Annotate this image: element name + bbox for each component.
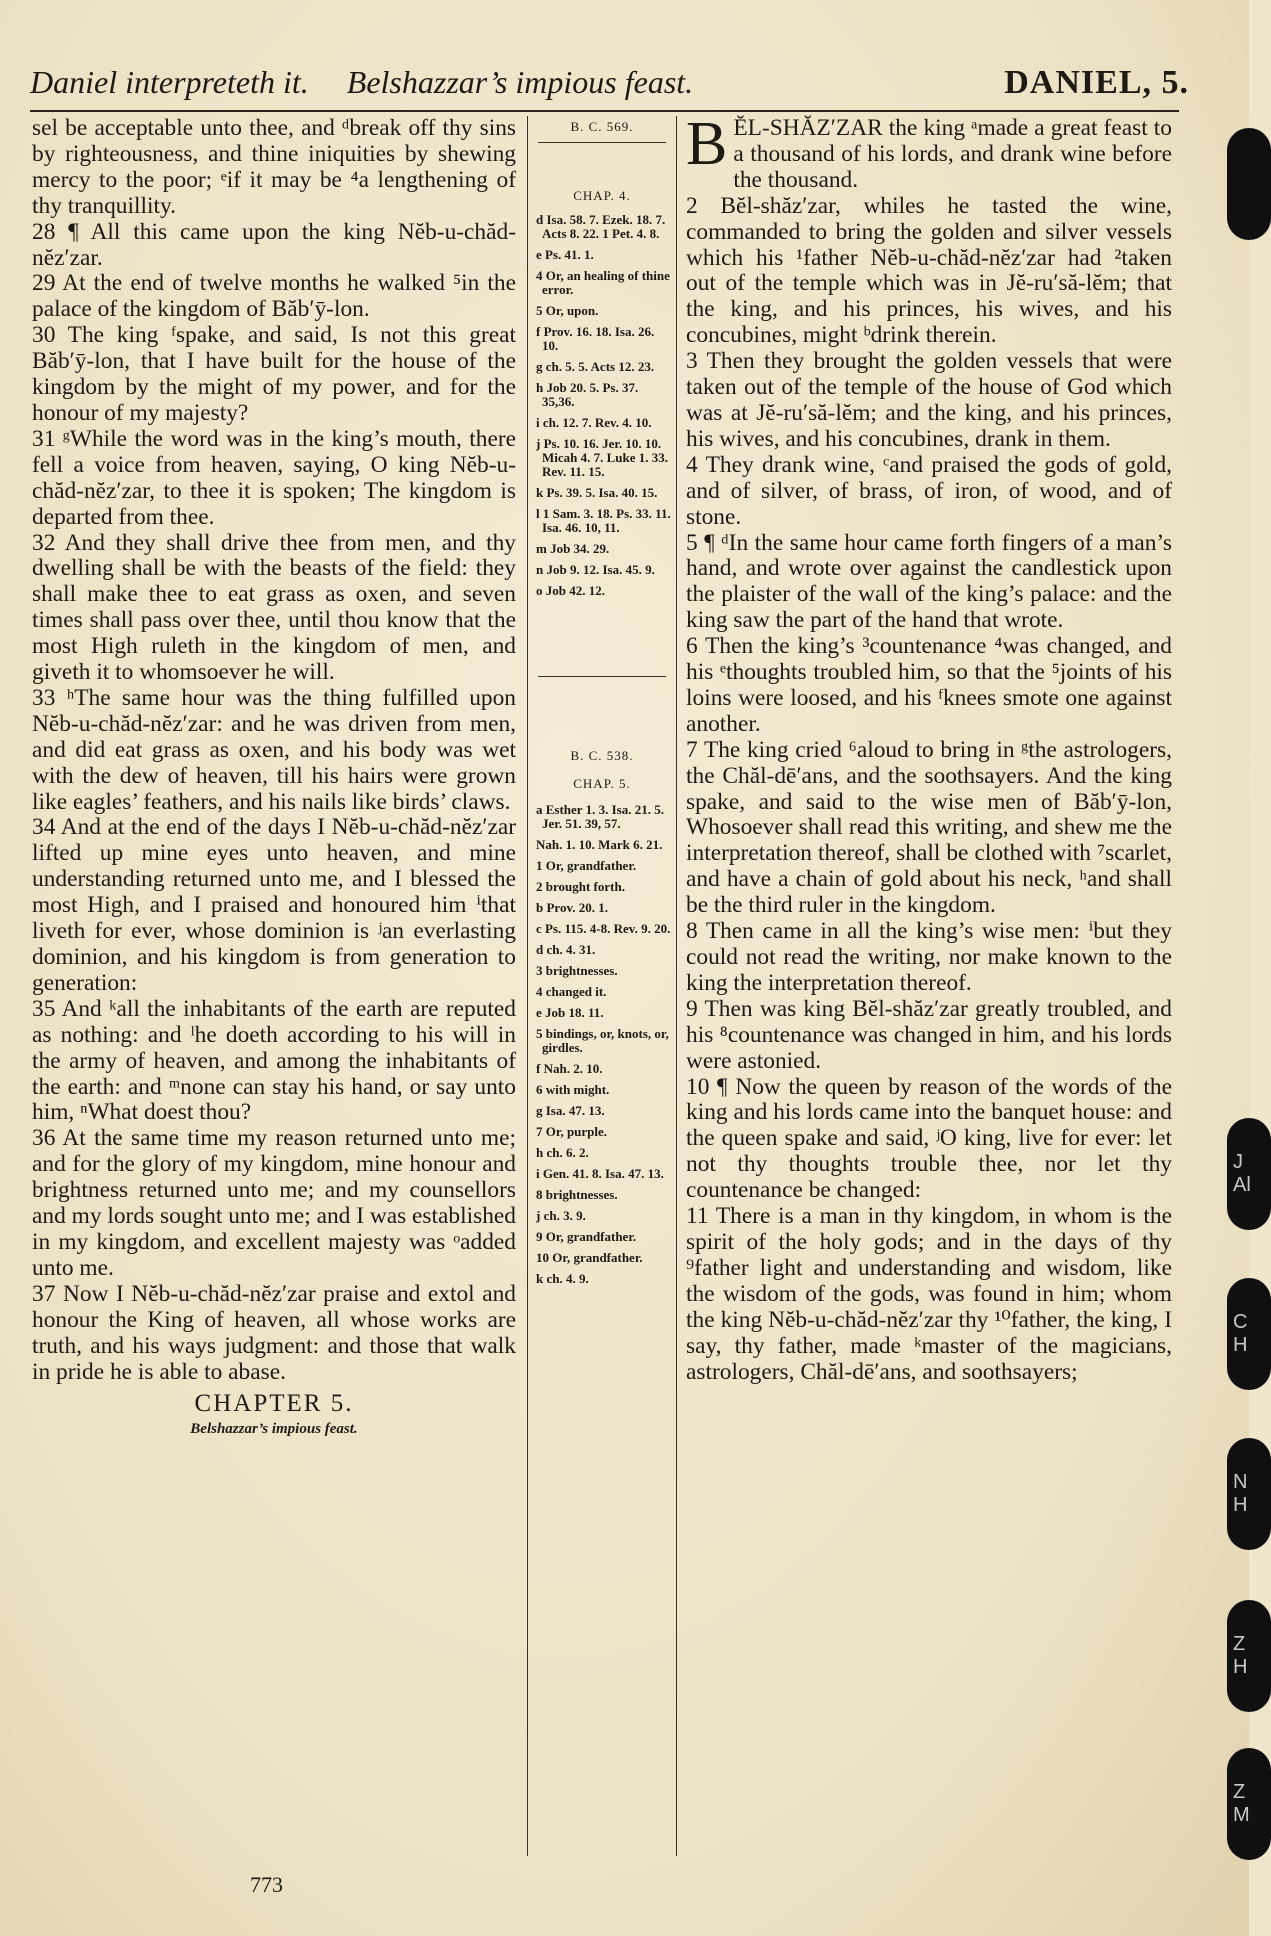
margin-reference: Nah. 1. 10. Mark 6. 21.	[536, 837, 663, 852]
margin-reference: f Prov. 16. 18. Isa. 26. 10.	[536, 324, 655, 353]
margin-reference: 1 Or, grandfather.	[536, 858, 637, 873]
thumb-index-tab[interactable]: Z H	[1227, 1600, 1271, 1712]
verse: 3 Then they brought the golden vessels that were taken out of the temple of the house of God which was at Jĕ-ru′să-lĕm; and the king, and his princes, his wives, and his concubines, drank in them.	[686, 348, 1172, 452]
drop-cap: B	[686, 110, 728, 178]
verse: 31 ᵍWhile the word was in the king’s mouth, there fell a voice from heaven, saying, O king Nĕb-u-chăd-nĕz′zar, to thee it is spoken; The kingdom is departed from thee.	[32, 425, 516, 530]
verse: 34 And at the end of the days I Nĕb-u-chăd-nĕz′zar lifted up mine eyes unto heaven, and mine understanding returned unto me, and I blessed the most High, and I praised and honoured him ⁱthat liveth for ever, whose dominion is ʲan everlasting dominion, and his kingdom is from generation to generation:	[32, 814, 516, 996]
margin-rule	[538, 676, 666, 677]
margin-date: B. C. 538.	[570, 748, 634, 763]
margin-reference: g ch. 5. 5. Acts 12. 23.	[536, 359, 655, 374]
margin-reference: e Job 18. 11.	[536, 1005, 604, 1020]
running-head-left: Daniel interpreteth it.	[30, 64, 309, 100]
verse: 29 At the end of twelve months he walked ⁵in the palace of the kingdom of Băb′ȳ-lon.	[32, 270, 516, 323]
thumb-index-tab[interactable]	[1227, 128, 1271, 240]
thumb-index-tab[interactable]: J Al	[1227, 1118, 1271, 1230]
running-head-center: Belshazzar’s impious feast.	[346, 64, 694, 100]
verse: 28 ¶ All this came upon the king Nĕb-u-chăd-nĕz′zar.	[32, 218, 516, 271]
margin-reference: 5 bindings, or, knots, or, girdles.	[536, 1026, 669, 1055]
verse: 2 Bĕl-shăz′zar, whiles he tasted the wine, commanded to bring the golden and silver vessels which his ¹father Nĕb-u-chăd-nĕz′zar had ²taken out of the temple which was in Jĕ-ru′să-lĕm; that the king, and his princes, his wives, and his concubines, might ᵇdrink therein.	[686, 192, 1172, 349]
margin-date: B. C. 569.	[570, 119, 634, 134]
margin-reference: c Ps. 115. 4-8. Rev. 9. 20.	[536, 921, 671, 936]
verse: 37 Now I Nĕb-u-chăd-nĕz′zar praise and extol and honour the King of heaven, all whose works are truth, and his ways judgment: and those that walk in pride he is able to abase.	[32, 1280, 516, 1385]
margin-reference: d ch. 4. 31.	[536, 942, 596, 957]
center-reference-column	[527, 116, 677, 1856]
page-number: 773	[250, 1872, 283, 1897]
margin-notes-chapter-4	[528, 213, 676, 598]
right-text-column	[686, 110, 1172, 1385]
margin-notes-chapter-5	[528, 803, 676, 1286]
verse: 33 ʰThe same hour was the thing fulfilled upon Nĕb-u-chăd-nĕz′zar: and he was driven from men, and did eat grass as oxen, and his body was wet with the dew of heaven, till his hairs were grown like eagles’ feathers, and his nails like birds’ claws.	[32, 684, 516, 815]
margin-reference: h Job 20. 5. Ps. 37. 35,36.	[536, 380, 639, 409]
margin-reference: 7 Or, purple.	[536, 1124, 608, 1139]
margin-reference: 2 brought forth.	[536, 879, 625, 894]
margin-reference: i ch. 12. 7. Rev. 4. 10.	[536, 415, 652, 430]
margin-reference: 8 brightnesses.	[536, 1187, 618, 1202]
margin-reference: n Job 9. 12. Isa. 45. 9.	[536, 562, 655, 577]
margin-chapter: CHAP. 5.	[573, 776, 631, 791]
margin-chapter: CHAP. 4.	[573, 188, 631, 203]
margin-reference: k ch. 4. 9.	[536, 1271, 589, 1286]
margin-reference: h ch. 6. 2.	[536, 1145, 589, 1160]
verse: 9 Then was king Bĕl-shăz′zar greatly troubled, and his ⁸countenance was changed in him, and his lords were astonied.	[686, 995, 1172, 1074]
margin-reference: 4 Or, an healing of thine error.	[536, 268, 670, 297]
margin-reference: i Gen. 41. 8. Isa. 47. 13.	[536, 1166, 664, 1181]
verse: 32 And they shall drive thee from men, and thy dwelling shall be with the beasts of the field: they shall make thee to eat grass as oxen, and seven times shall pass over thee, until thou know that the most High ruleth in the kingdom of men, and giveth it to whomsoever he will.	[32, 529, 516, 686]
margin-reference: 9 Or, grandfather.	[536, 1229, 637, 1244]
margin-rule	[538, 142, 666, 143]
margin-reference: b Prov. 20. 1.	[536, 900, 608, 915]
verse: 5 ¶ ᵈIn the same hour came forth fingers of a man’s hand, and wrote over against the candlestick upon the plaister of the wall of the king’s palace: and the king saw the part of the hand that wrote.	[686, 529, 1172, 634]
verse: 11 There is a man in thy kingdom, in whom is the spirit of the holy gods; and in the days of thy ⁹father light and understanding and wisdom, like the wisdom of the gods, was found in him; whom the king Nĕb-u-chăd-nĕz′zar thy ¹⁰father, the king, I say, thy father, made ᵏmaster of the magicians, astrologers, Chăl-dē′ans, and soothsayers;	[686, 1203, 1172, 1385]
margin-reference: k Ps. 39. 5. Isa. 40. 15.	[536, 485, 658, 500]
verse: 7 The king cried ⁶aloud to bring in ᵍthe astrologers, the Chăl-dē′ans, and the soothsayers. And the king spake, and said to the wise men of Băb′ȳ-lon, Whosoever shall read this writing, and shew me the interpretation thereof, shall be clothed with ⁷scarlet, and have a chain of gold about his neck, ʰand shall be the third ruler in the kingdom.	[686, 736, 1172, 919]
verse	[686, 110, 1172, 194]
left-text-column	[32, 116, 516, 1443]
thumb-index-tab[interactable]: N H	[1227, 1438, 1271, 1550]
margin-reference: j Ps. 10. 16. Jer. 10. 10. Micah 4. 7. Luke 1. 33. Rev. 11. 15.	[536, 436, 669, 479]
margin-reference: m Job 34. 29.	[536, 541, 610, 556]
verse: 35 And ᵏall the inhabitants of the earth are reputed as nothing: and ˡhe doeth according to his will in the army of heaven, and among the inhabitants of the earth: and ᵐnone can stay his hand, or say unto him, ⁿWhat doest thou?	[32, 995, 516, 1126]
margin-reference: a Esther 1. 3. Isa. 21. 5. Jer. 51. 39, 57.	[536, 802, 664, 831]
verse: 6 Then the king’s ³countenance ⁴was changed, and his ᵉthoughts troubled him, so that the ⁵joints of his loins were loosed, and his ᶠknees smote one against another.	[686, 633, 1172, 737]
margin-reference: l 1 Sam. 3. 18. Ps. 33. 11. Isa. 46. 10, 11.	[536, 506, 671, 535]
margin-reference: d Isa. 58. 7. Ezek. 18. 7. Acts 8. 22. 1 Pet. 4. 8.	[536, 212, 666, 241]
margin-reference: f Nah. 2. 10.	[536, 1061, 603, 1076]
verse: 4 They drank wine, ᶜand praised the gods of gold, and of silver, of brass, of iron, of wood, and of stone.	[686, 451, 1172, 530]
margin-reference: j ch. 3. 9.	[536, 1208, 586, 1223]
verse: 10 ¶ Now the queen by reason of the words of the king and his lords came into the banquet house: and the queen spake and said, ʲO king, live for ever: let not thy thoughts trouble thee, nor let thy countenance be changed:	[686, 1073, 1172, 1204]
margin-reference: o Job 42. 12.	[536, 583, 605, 598]
header-rule	[30, 110, 1179, 112]
margin-reference: 3 brightnesses.	[536, 963, 618, 978]
verse: 36 At the same time my reason returned unto me; and for the glory of my kingdom, mine honour and brightness returned unto me; and my counsellors and my lords sought unto me; and I was established in my kingdom, and excellent majesty was ᵒadded unto me.	[32, 1125, 516, 1281]
thumb-index-tab[interactable]: C H	[1227, 1278, 1271, 1390]
margin-reference: 5 Or, upon.	[536, 303, 599, 318]
running-head-book: DANIEL, 5.	[1004, 64, 1189, 101]
margin-reference: 6 with might.	[536, 1082, 610, 1097]
chapter-heading: CHAPTER 5.	[194, 1390, 354, 1418]
margin-reference: 10 Or, grandfather.	[536, 1250, 643, 1265]
thumb-index-tab[interactable]: Z M	[1227, 1748, 1271, 1860]
margin-reference: g Isa. 47. 13.	[536, 1103, 605, 1118]
verse: 8 Then came in all the king’s wise men: ⁱbut they could not read the writing, nor make known to the king the interpretation thereof.	[686, 918, 1172, 996]
margin-reference: 4 changed it.	[536, 984, 607, 999]
running-head	[30, 64, 1189, 108]
verse: 30 The king ᶠspake, and said, Is not this great Băb′ȳ-lon, that I have built for the house of the kingdom by the might of my power, and for the honour of my majesty?	[32, 322, 516, 426]
verse-text: ĔL-SHĂZ′ZAR the king ᵃmade a great feast to a thousand of his lords, and drank wine before the thousand.	[733, 115, 1172, 193]
chapter-summary: Belshazzar’s impious feast.	[190, 1421, 358, 1438]
verse: sel be acceptable unto thee, and ᵈbreak off thy sins by righteousness, and thine iniquities by shewing mercy to the poor; ᵉif it may be ⁴a lengthening of thy tranquillity.	[32, 115, 516, 219]
margin-reference: e Ps. 41. 1.	[536, 247, 594, 262]
